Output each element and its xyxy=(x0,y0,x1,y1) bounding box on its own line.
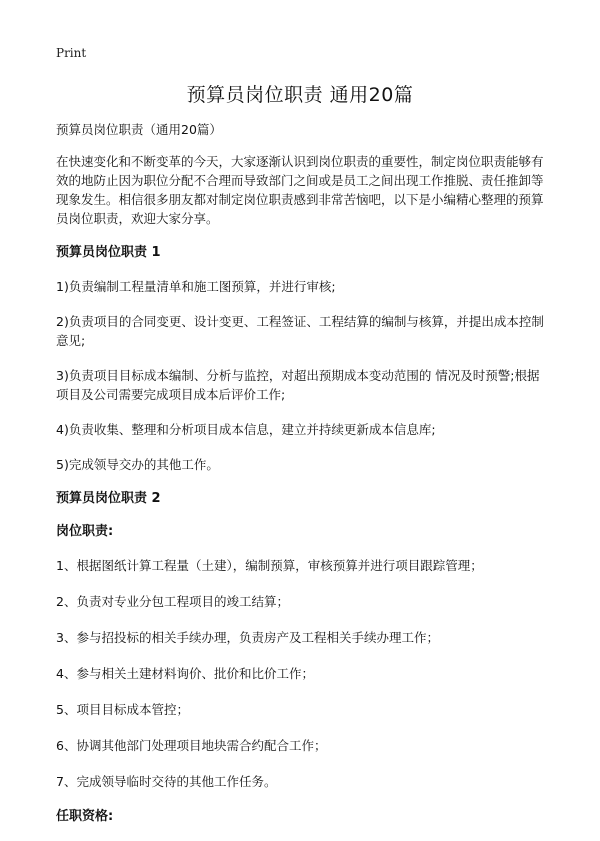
duty-item: 5、项目目标成本管控； xyxy=(56,702,189,717)
duties-subheading: 岗位职责: xyxy=(56,524,114,539)
intro-paragraph: 在快速变化和不断变革的今天，大家逐渐认识到岗位职责的重要性，制定岗位职责能够有效的地防止因为职位分配不合理而导致部门之间或是员工之间出现工作推脱、责任推卸等现象发生。相信很多朋友都对制定岗位职责感到非常苦恼吧，以下是小编精心整理的预算员岗位职责，欢迎大家分享。 xyxy=(56,154,544,226)
section-heading-1: 预算员岗位职责 1 xyxy=(56,245,161,260)
duty-item: 1)负责编制工程量清单和施工图预算，并进行审核; xyxy=(56,279,336,294)
duty-item: 2)负责项目的合同变更、设计变更、工程签证、工程结算的编制与核算，并提出成本控制意见; xyxy=(56,314,544,348)
duty-item: 2、负责对专业分包工程项目的竣工结算； xyxy=(56,594,289,609)
duty-item: 4)负责收集、整理和分析项目成本信息，建立并持续更新成本信息库; xyxy=(56,422,436,437)
duty-item: 1、根据图纸计算工程量（土建），编制预算，审核预算并进行项目跟踪管理； xyxy=(56,558,483,573)
duty-item: 4、参与相关土建材料询价、批价和比价工作； xyxy=(56,666,314,681)
duty-item: 5)完成领导交办的其他工作。 xyxy=(56,457,219,472)
duty-item: 3、参与招投标的相关手续办理，负责房产及工程相关手续办理工作； xyxy=(56,630,439,645)
document-title: 预算员岗位职责 通用20篇 xyxy=(186,84,414,106)
duty-item: 3)负责项目目标成本编制、分析与监控，对超出预期成本变动范围的 情况及时预警;根据项目及公司需要完成项目成本后评价工作; xyxy=(56,368,540,402)
duty-item: 7、完成领导临时交待的其他工作任务。 xyxy=(56,774,277,789)
duty-item: 6、协调其他部门处理项目地块需合约配合工作； xyxy=(56,738,327,753)
qualifications-heading: 任职资格: xyxy=(56,809,114,824)
section-heading-2: 预算员岗位职责 2 xyxy=(56,491,161,506)
document-body xyxy=(56,121,550,841)
print-label: Print xyxy=(56,46,87,60)
document-subtitle: 预算员岗位职责（通用20篇） xyxy=(56,122,222,137)
